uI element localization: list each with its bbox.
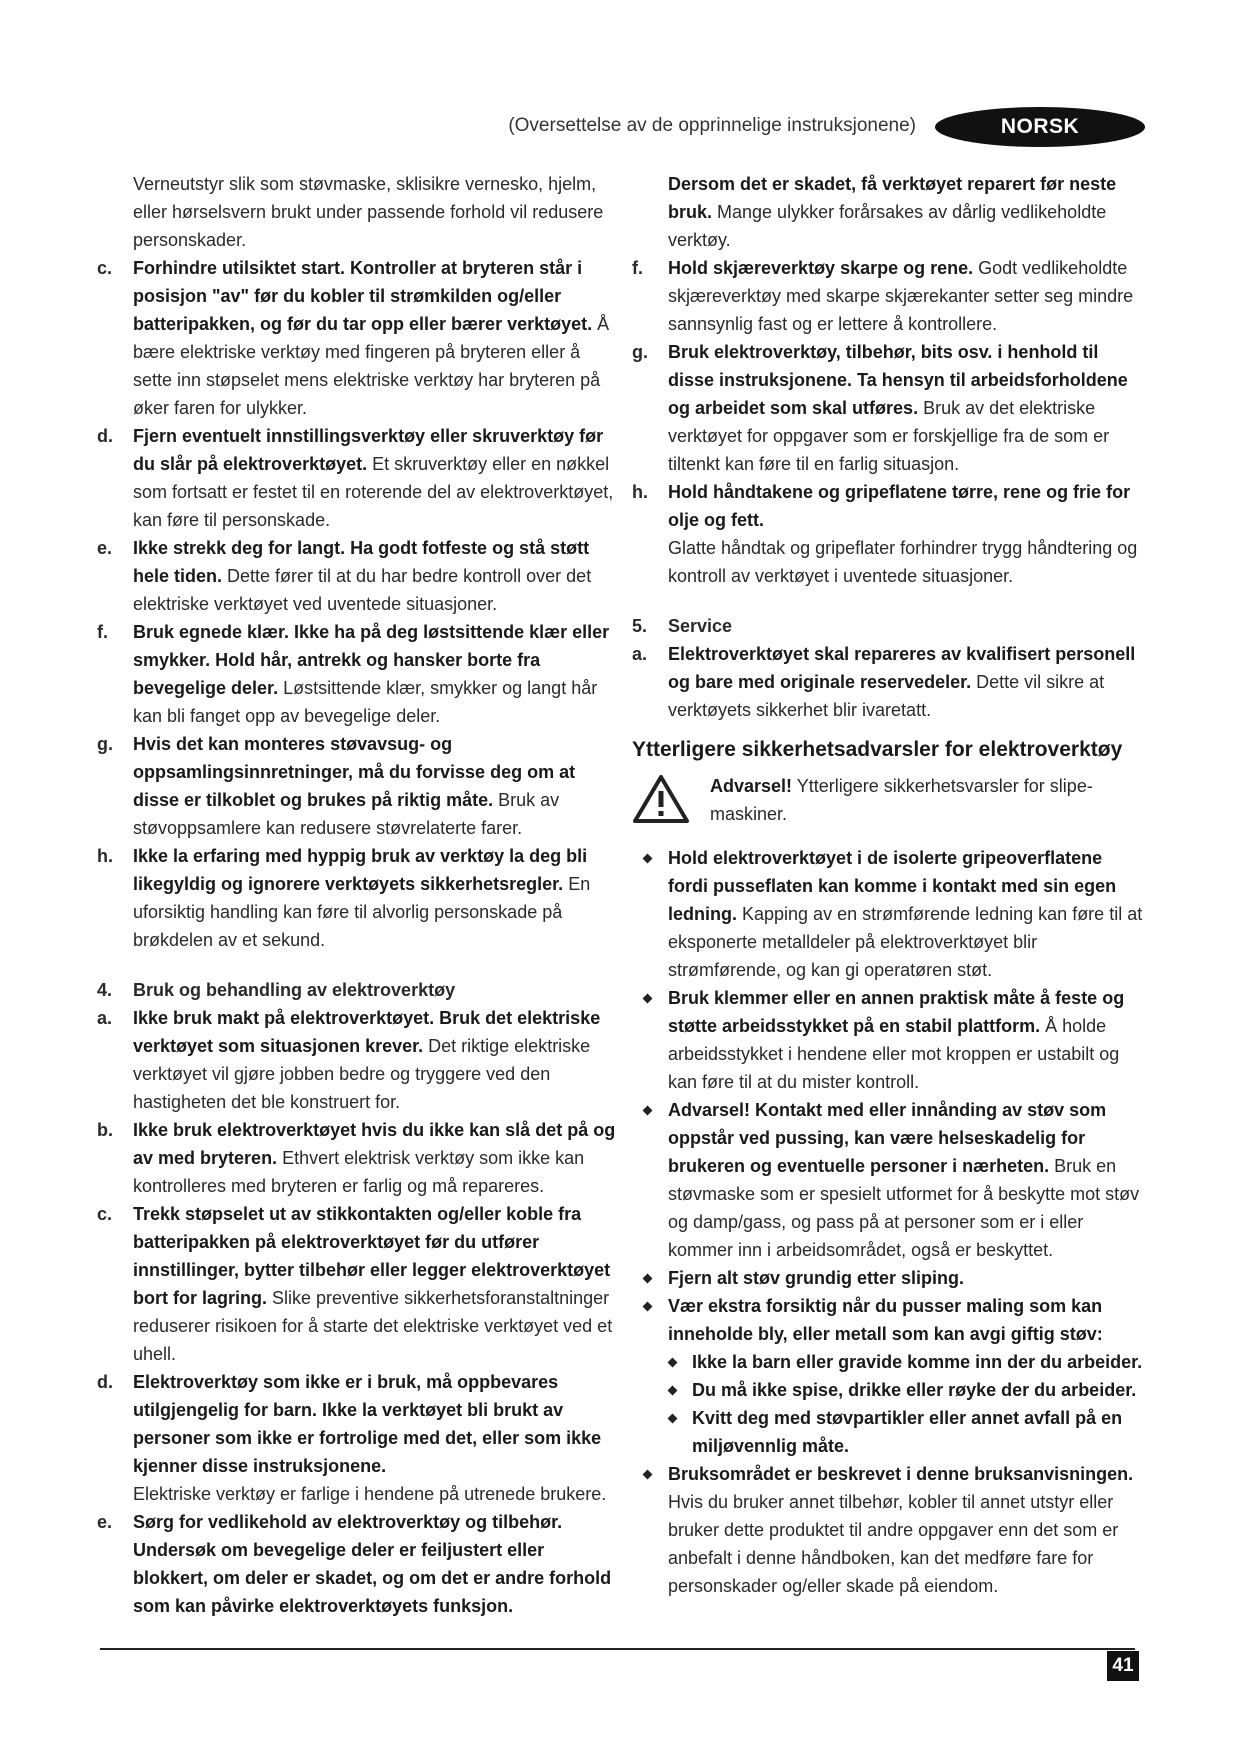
item-bold: Hold skjæreverktøy skarpe og rene. <box>668 258 974 278</box>
list-item <box>97 254 617 422</box>
list-item <box>97 534 617 618</box>
warning-triangle-icon <box>632 772 708 832</box>
item-label: d. <box>97 1372 113 1392</box>
list-item <box>97 1200 617 1368</box>
section-number: 4. <box>97 980 113 1000</box>
bullet-item <box>632 1292 1147 1348</box>
bullet-item <box>632 1264 1147 1292</box>
item-label: h. <box>632 482 648 502</box>
item-text: Mange ulykker forårsakes av dårlig vedlikeholdte verktøy. <box>668 202 1107 250</box>
item-text: Hvis du bruker annet tilbehør, kobler til annet utstyr eller bruker dette produktet til andre oppgaver enn det som er anbefalt i denne håndboken, kan det medføre fare for personskader og/eller skade på eiendom. <box>668 1492 1119 1596</box>
item-label: h. <box>97 846 113 866</box>
language-badge: NORSK <box>935 107 1145 147</box>
list-item <box>632 254 1147 338</box>
item-label: d. <box>97 426 113 446</box>
item-bold: Ikke bruk makt på elektroverktøyet. Bruk det elektriske verktøyet som situasjonen krever. <box>133 1008 601 1056</box>
item-bold: Bruk elektroverktøy, tilbehør, bits osv. i henhold til disse instruksjonene. Ta hensyn til arbeidsforholdene og arbeidet som skal utføres. <box>668 342 1128 418</box>
item-label: e. <box>97 538 113 558</box>
section-title: Bruk og behandling av elektroverktøy <box>133 980 456 1000</box>
footer-rule <box>100 1648 1135 1650</box>
item-text: Bruk av støvoppsamlere kan redusere støvrelaterte farer. <box>133 790 560 838</box>
warning-label: Advarsel! <box>710 776 793 796</box>
section-heading <box>632 612 1147 640</box>
item-bold: Bruk egnede klær. Ikke ha på deg løstsittende klær eller smykker. Hold hår, antrekk og hansker borte fra bevegelige deler. <box>133 622 610 698</box>
item-text: Bruk en støvmaske som er spesielt utformet for å beskytte mot støv og damp/gass, og pass på at personer som er i eller kommer inn i arbeidsområdet, også er beskyttet. <box>668 1156 1140 1260</box>
item-label: f. <box>632 258 643 278</box>
item-text: Et skruverktøy eller en nøkkel som fortsatt er festet til en roterende del av elektroverktøyet, kan føre til personskade. <box>133 454 614 530</box>
item-bold: Elektroverktøyet skal repareres av kvalifisert personell og bare med originale reservedeler. <box>668 644 1136 692</box>
item-text: Ethvert elektrisk verktøy som ikke kan kontrolleres med bryteren er farlig og må repareres. <box>133 1148 585 1196</box>
safety-heading: Ytterligere sikkerhetsadvarsler for elektroverktøy <box>632 738 1123 761</box>
item-text: Kapping av en strømførende ledning kan føre til at eksponerte metalldeler på elektroverktøyet blir strømførende, og kan gi operatøren støt. <box>668 904 1143 980</box>
bullet-item <box>632 844 1147 984</box>
item-bold: Elektroverktøy som ikke er i bruk, må oppbevares utilgjengelig for barn. Ikke la verktøyet bli brukt av personer som ikke er fortrolige med det, eller som ikke kjenner disse instruksjonene. <box>133 1372 602 1476</box>
item-bold: Hold håndtakene og gripeflatene tørre, rene og frie for olje og fett. <box>668 482 1131 530</box>
intro-paragraph: Verneutstyr slik som støvmaske, sklisikre vernesko, hjelm, eller hørselsvern brukt under passende forhold vil redusere personskader. <box>133 174 604 250</box>
item-bold: Ikke strekk deg for langt. Ha godt fotfeste og stå støtt hele tiden. <box>133 538 590 586</box>
item-bold: Fjern eventuelt innstillingsverktøy eller skruverktøy før du slår på elektroverktøyet. <box>133 426 604 474</box>
item-text: Dette fører til at du har bedre kontroll over det elektriske verktøyet ved uventede situasjoner. <box>133 566 592 614</box>
warning-text <box>708 772 1147 828</box>
item-bold: Trekk støpselet ut av stikkontakten og/eller koble fra batteripakken på elektroverktøyet før du utfører innstillinger, bytter tilbehør eller legger elektroverktøyet bort for lagring. <box>133 1204 611 1308</box>
item-bold: Hvis det kan monteres støvavsug- og oppsamlingsinnretninger, må du forvisse deg om at disse er tilkoblet og brukes på riktig måte. <box>133 734 576 810</box>
list-item <box>97 1116 617 1200</box>
item-bold: Ikke la erfaring med hyppig bruk av verktøy la deg bli likegyldig og ignorere verktøyets sikkerhetsregler. <box>133 846 588 894</box>
item-label: c. <box>97 258 113 278</box>
item-label: a. <box>632 644 648 664</box>
item-text: Bruk av det elektriske verktøyet for oppgaver som er forskjellige fra de som er tiltenkt kan føre til en farlig situasjon. <box>668 398 1110 474</box>
item-bold: Du må ikke spise, drikke eller røyke der du arbeider. <box>692 1380 1137 1400</box>
item-bold: Ikke bruk elektroverktøyet hvis du ikke kan slå det på og av med bryteren. <box>133 1120 616 1168</box>
item-bold: Bruksområdet er beskrevet i denne bruksanvisningen. <box>668 1464 1134 1484</box>
list-item <box>632 478 1147 590</box>
item-text: Løstsittende klær, smykker og langt hår kan bli fanget opp av bevegelige deler. <box>133 678 598 726</box>
list-item <box>97 1368 617 1508</box>
item-bold: Vær ekstra forsiktig når du pusser maling som kan inneholde bly, eller metall som kan avgi giftig støv: <box>668 1296 1103 1344</box>
item-label: e. <box>97 1512 113 1532</box>
item-label: b. <box>97 1120 113 1140</box>
section-heading <box>97 976 617 1004</box>
page-number: 41 <box>1107 1651 1139 1681</box>
item-bold: Hold elektroverktøyet i de isolerte gripeoverflatene fordi pusseflaten kan komme i kontakt med sin egen ledning. <box>668 848 1117 924</box>
sub-bullet-item <box>632 1376 1147 1404</box>
list-item <box>97 730 617 842</box>
item-text: Å holde arbeidsstykket i hendene eller mot kroppen er ustabilt og kan føre til at du mister kontroll. <box>668 1016 1120 1092</box>
right-column <box>632 170 1147 1600</box>
list-item <box>97 1508 617 1620</box>
item-label: c. <box>97 1204 113 1224</box>
item-bold: Bruk klemmer eller en annen praktisk måte å feste og støtte arbeidsstykket på en stabil plattform. <box>668 988 1125 1036</box>
item-text: Glatte håndtak og gripeflater forhindrer trygg håndtering og kontroll av verktøyet i uventede situasjoner. <box>668 538 1138 586</box>
list-item <box>97 1004 617 1116</box>
item-text: Å bære elektriske verktøy med fingeren på bryteren eller å sette inn støpselet mens elektriske verktøy har bryteren på øker faren for ulykker. <box>133 314 610 418</box>
item-bold: Forhindre utilsiktet start. Kontroller at bryteren står i posisjon "av" før du kobler til strømkilden og/eller batteripakken, og før du tar opp eller bærer verktøyet. <box>133 258 593 334</box>
item-text: Dette vil sikre at verktøyets sikkerhet blir ivaretatt. <box>668 672 1105 720</box>
bullet-item <box>632 984 1147 1096</box>
item-text: Det riktige elektriske verktøyet vil gjøre jobben bedre og tryggere ved den hastigheten det ble konstruert for. <box>133 1036 591 1112</box>
left-column <box>97 170 617 1620</box>
list-item <box>97 842 617 954</box>
item-text: Elektriske verktøy er farlige i hendene på utrenede brukere. <box>133 1484 607 1504</box>
item-bold: Ikke la barn eller gravide komme inn der du arbeider. <box>692 1352 1143 1372</box>
item-bold: Advarsel! Kontakt med eller innånding av støv som oppstår ved pussing, kan være helseskadelig for brukeren og eventuelle personer i nærheten. <box>668 1100 1107 1176</box>
item-text: Godt vedlikeholdte skjæreverktøy med skarpe skjærekanter setter seg mindre sannsynlig fast og er lettere å kontrollere. <box>668 258 1134 334</box>
list-item <box>97 422 617 534</box>
section-number: 5. <box>632 616 648 636</box>
item-label: a. <box>97 1008 113 1028</box>
list-item <box>632 338 1147 478</box>
item-text: Slike preventive sikkerhetsforanstaltninger reduserer risikoen for å starte det elektriske verktøyet ved et uhell. <box>133 1288 613 1364</box>
item-bold: Kvitt deg med støvpartikler eller annet avfall på en miljøvennlig måte. <box>692 1408 1123 1456</box>
item-label: g. <box>97 734 113 754</box>
bullet-item <box>632 1460 1147 1600</box>
continued-paragraph <box>632 170 1147 254</box>
list-item <box>632 640 1147 724</box>
item-label: g. <box>632 342 648 362</box>
section-title: Service <box>668 616 733 636</box>
item-text: En uforsiktig handling kan føre til alvorlig personskade på brøkdelen av et sekund. <box>133 874 591 950</box>
item-bold: Fjern alt støv grundig etter sliping. <box>668 1268 965 1288</box>
item-label: f. <box>97 622 108 642</box>
bullet-item <box>632 1096 1147 1264</box>
list-item <box>97 618 617 730</box>
warning-block <box>632 772 1147 832</box>
warning-body: Ytterligere sikkerhetsvarsler for slipe-maskiner. <box>710 776 1093 824</box>
item-bold: Dersom det er skadet, få verktøyet reparert før neste bruk. <box>668 174 1117 222</box>
item-bold: Sørg for vedlikehold av elektroverktøy og tilbehør. Undersøk om bevegelige deler er feiljustert eller blokkert, om deler er skadet, og om det er andre forhold som kan påvirke elektroverktøyets funksjon. <box>133 1512 612 1616</box>
sub-bullet-item <box>632 1348 1147 1376</box>
sub-bullet-item <box>632 1404 1147 1460</box>
translation-note: (Oversettelse av de opprinnelige instruksjonene) <box>508 115 916 136</box>
